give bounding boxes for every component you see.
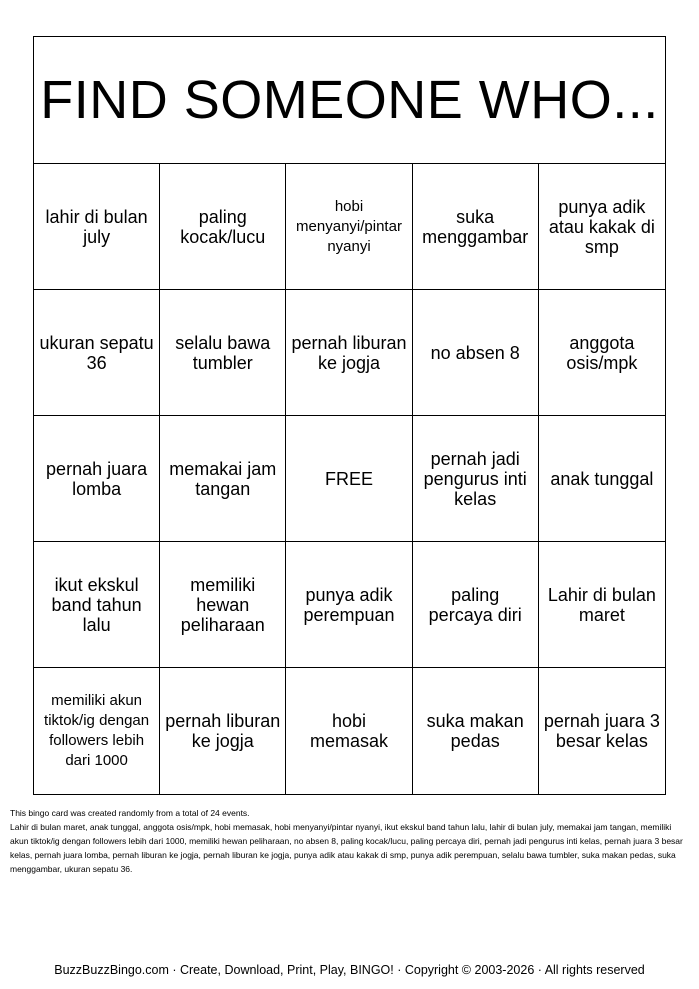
bingo-cell: punya adik perempuan — [286, 542, 412, 668]
bingo-cell: memiliki akun tiktok/ig dengan followers lebih dari 1000 — [34, 668, 160, 794]
notes-intro: This bingo card was created randomly from a total of 24 events. — [10, 808, 250, 818]
bingo-cell: suka makan pedas — [413, 668, 539, 794]
bingo-card — [33, 36, 666, 795]
bingo-cell: paling kocak/lucu — [160, 164, 286, 290]
bingo-cell: pernah jadi pengurus inti kelas — [413, 416, 539, 542]
bingo-grid — [34, 164, 665, 794]
bingo-cell: memakai jam tangan — [160, 416, 286, 542]
bingo-cell: memiliki hewan peliharaan — [160, 542, 286, 668]
bingo-cell: Lahir di bulan maret — [539, 542, 665, 668]
bingo-cell: punya adik atau kakak di smp — [539, 164, 665, 290]
bingo-cell: no absen 8 — [413, 290, 539, 416]
bingo-cell: hobi menyanyi/pintar nyanyi — [286, 164, 412, 290]
notes-events: Lahir di bulan maret, anak tunggal, anggota osis/mpk, hobi memasak, hobi menyanyi/pintar nyanyi, ikut ekskul band tahun lalu, lahir di bulan july, memakai jam tangan, memiliki akun tiktok/ig dengan followers lebih dari 1000, memiliki hewan peliharaan, no absen 8, paling kocak/lucu, paling percaya diri, pernah jadi pengurus inti kelas, pernah juara 3 besar kelas, pernah juara lomba, pernah liburan ke jogja, pernah liburan ke jogja, punya adik atau kakak di smp, punya adik perempuan, selalu bawa tumbler, suka makan pedas, suka menggambar, ukuran sepatu 36. — [10, 822, 683, 874]
bingo-cell: ikut ekskul band tahun lalu — [34, 542, 160, 668]
bingo-cell: suka menggambar — [413, 164, 539, 290]
bingo-cell: pernah liburan ke jogja — [160, 668, 286, 794]
bingo-cell: anak tunggal — [539, 416, 665, 542]
bingo-cell: anggota osis/mpk — [539, 290, 665, 416]
bingo-cell: pernah juara lomba — [34, 416, 160, 542]
bingo-cell: lahir di bulan july — [34, 164, 160, 290]
footer: BuzzBuzzBingo.com · Create, Download, Print, Play, BINGO! · Copyright © 2003-2026 · All rights reserved — [54, 963, 645, 977]
bingo-cell: ukuran sepatu 36 — [34, 290, 160, 416]
free-cell: FREE — [286, 416, 412, 542]
card-notes — [10, 806, 692, 876]
bingo-cell: selalu bawa tumbler — [160, 290, 286, 416]
bingo-cell: pernah liburan ke jogja — [286, 290, 412, 416]
bingo-cell: hobi memasak — [286, 668, 412, 794]
bingo-cell: paling percaya diri — [413, 542, 539, 668]
bingo-cell: pernah juara 3 besar kelas — [543, 711, 660, 751]
card-title: FIND SOMEONE WHO... — [34, 37, 665, 164]
